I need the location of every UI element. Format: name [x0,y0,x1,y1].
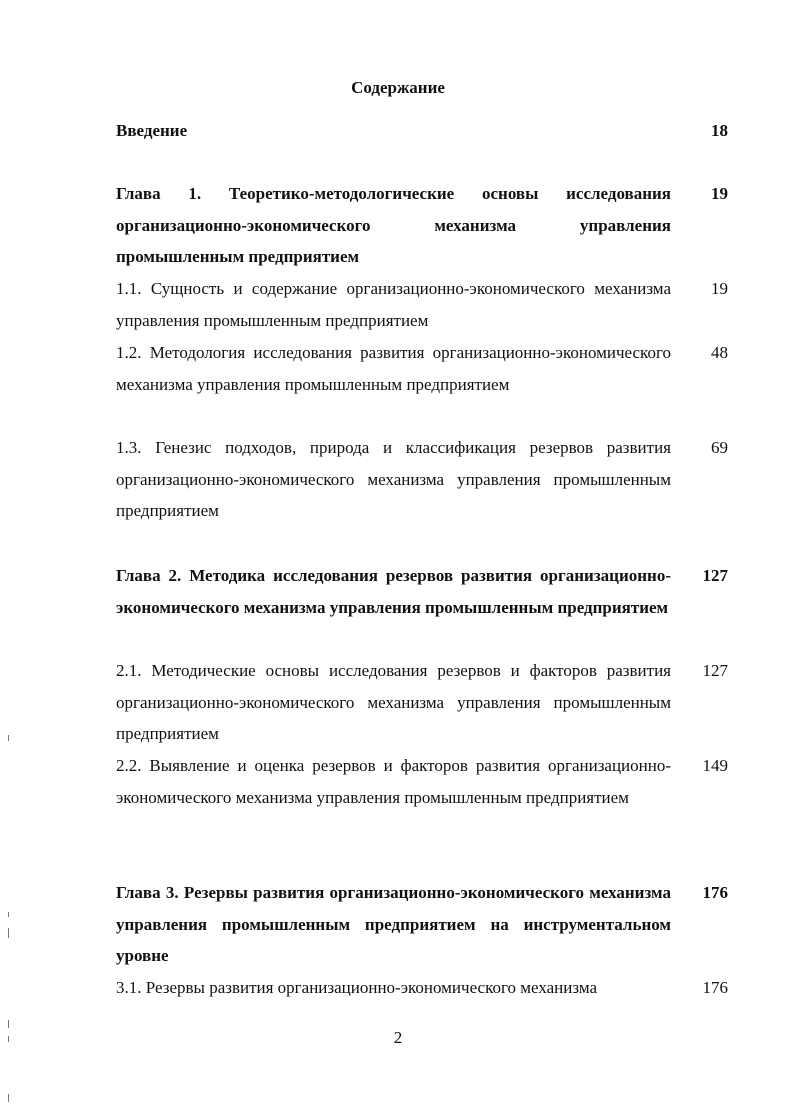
toc-entry-section-2-1 [116,655,728,750]
toc-entry-section-1-2 [116,337,728,400]
scan-artifact [8,928,9,938]
toc-entry-section-3-1 [116,972,728,1004]
toc-entry-text: Глава 3. Резервы развития организационно-экономического механизма управления промышленным предприятием на инструментальном уровне [116,883,671,965]
toc-entry-section-1-1 [116,273,728,336]
toc-entry-page: 176 [702,883,728,902]
toc-entry-chapter-3 [116,877,728,972]
toc-entry-page: 149 [702,756,728,775]
toc-entry-page: 176 [702,978,728,997]
scan-artifact [8,735,9,741]
toc-entry-page: 48 [711,343,728,362]
toc-entry-text: Глава 2. Методика исследования резервов развития организационно-экономического механизма управления промышленным предприятием [116,566,671,617]
page-number: 2 [393,1028,403,1047]
toc-entry-chapter-1 [116,178,728,273]
toc-entry-text: Глава 1. Теоретико-методологические основы исследования организационно-экономического механизма управления промышленным предприятием [116,184,671,266]
toc-entry-text: 1.3. Генезис подходов, природа и классификация резервов развития организационно-экономического механизма управления промышленным предприятием [116,438,671,520]
toc-entry-text: Введение [116,121,188,140]
toc-entry-text: 1.1. Сущность и содержание организационно-экономического механизма управления промышленным предприятием [116,279,671,330]
toc-entry-introduction [116,115,728,147]
toc-entry-page: 18 [711,121,728,140]
toc-entry-page: 127 [702,566,728,585]
toc-entry-chapter-2 [116,560,728,623]
toc-entry-section-2-2 [116,750,728,813]
toc-entry-text: 2.1. Методические основы исследования резервов и факторов развития организационно-экономического механизма управления промышленным предприятием [116,661,671,743]
toc-entry-page: 19 [711,279,728,298]
toc-entry-text: 1.2. Методология исследования развития организационно-экономического механизма управления промышленным предприятием [116,343,671,394]
scan-artifact [8,912,9,917]
toc-entry-section-1-3 [116,432,728,527]
scan-artifact [8,1020,9,1028]
toc-entry-text: 2.2. Выявление и оценка резервов и факторов развития организационно-экономического механизма управления промышленным предприятием [116,756,671,807]
toc-entry-page: 69 [711,438,728,457]
scan-artifact [8,1094,9,1102]
toc-entry-text: 3.1. Резервы развития организационно-экономического механизма [116,978,598,997]
toc-entry-page: 19 [711,184,728,203]
scan-artifact [8,1036,9,1042]
toc-entry-page: 127 [702,661,728,680]
toc-title: Содержание [351,78,445,97]
